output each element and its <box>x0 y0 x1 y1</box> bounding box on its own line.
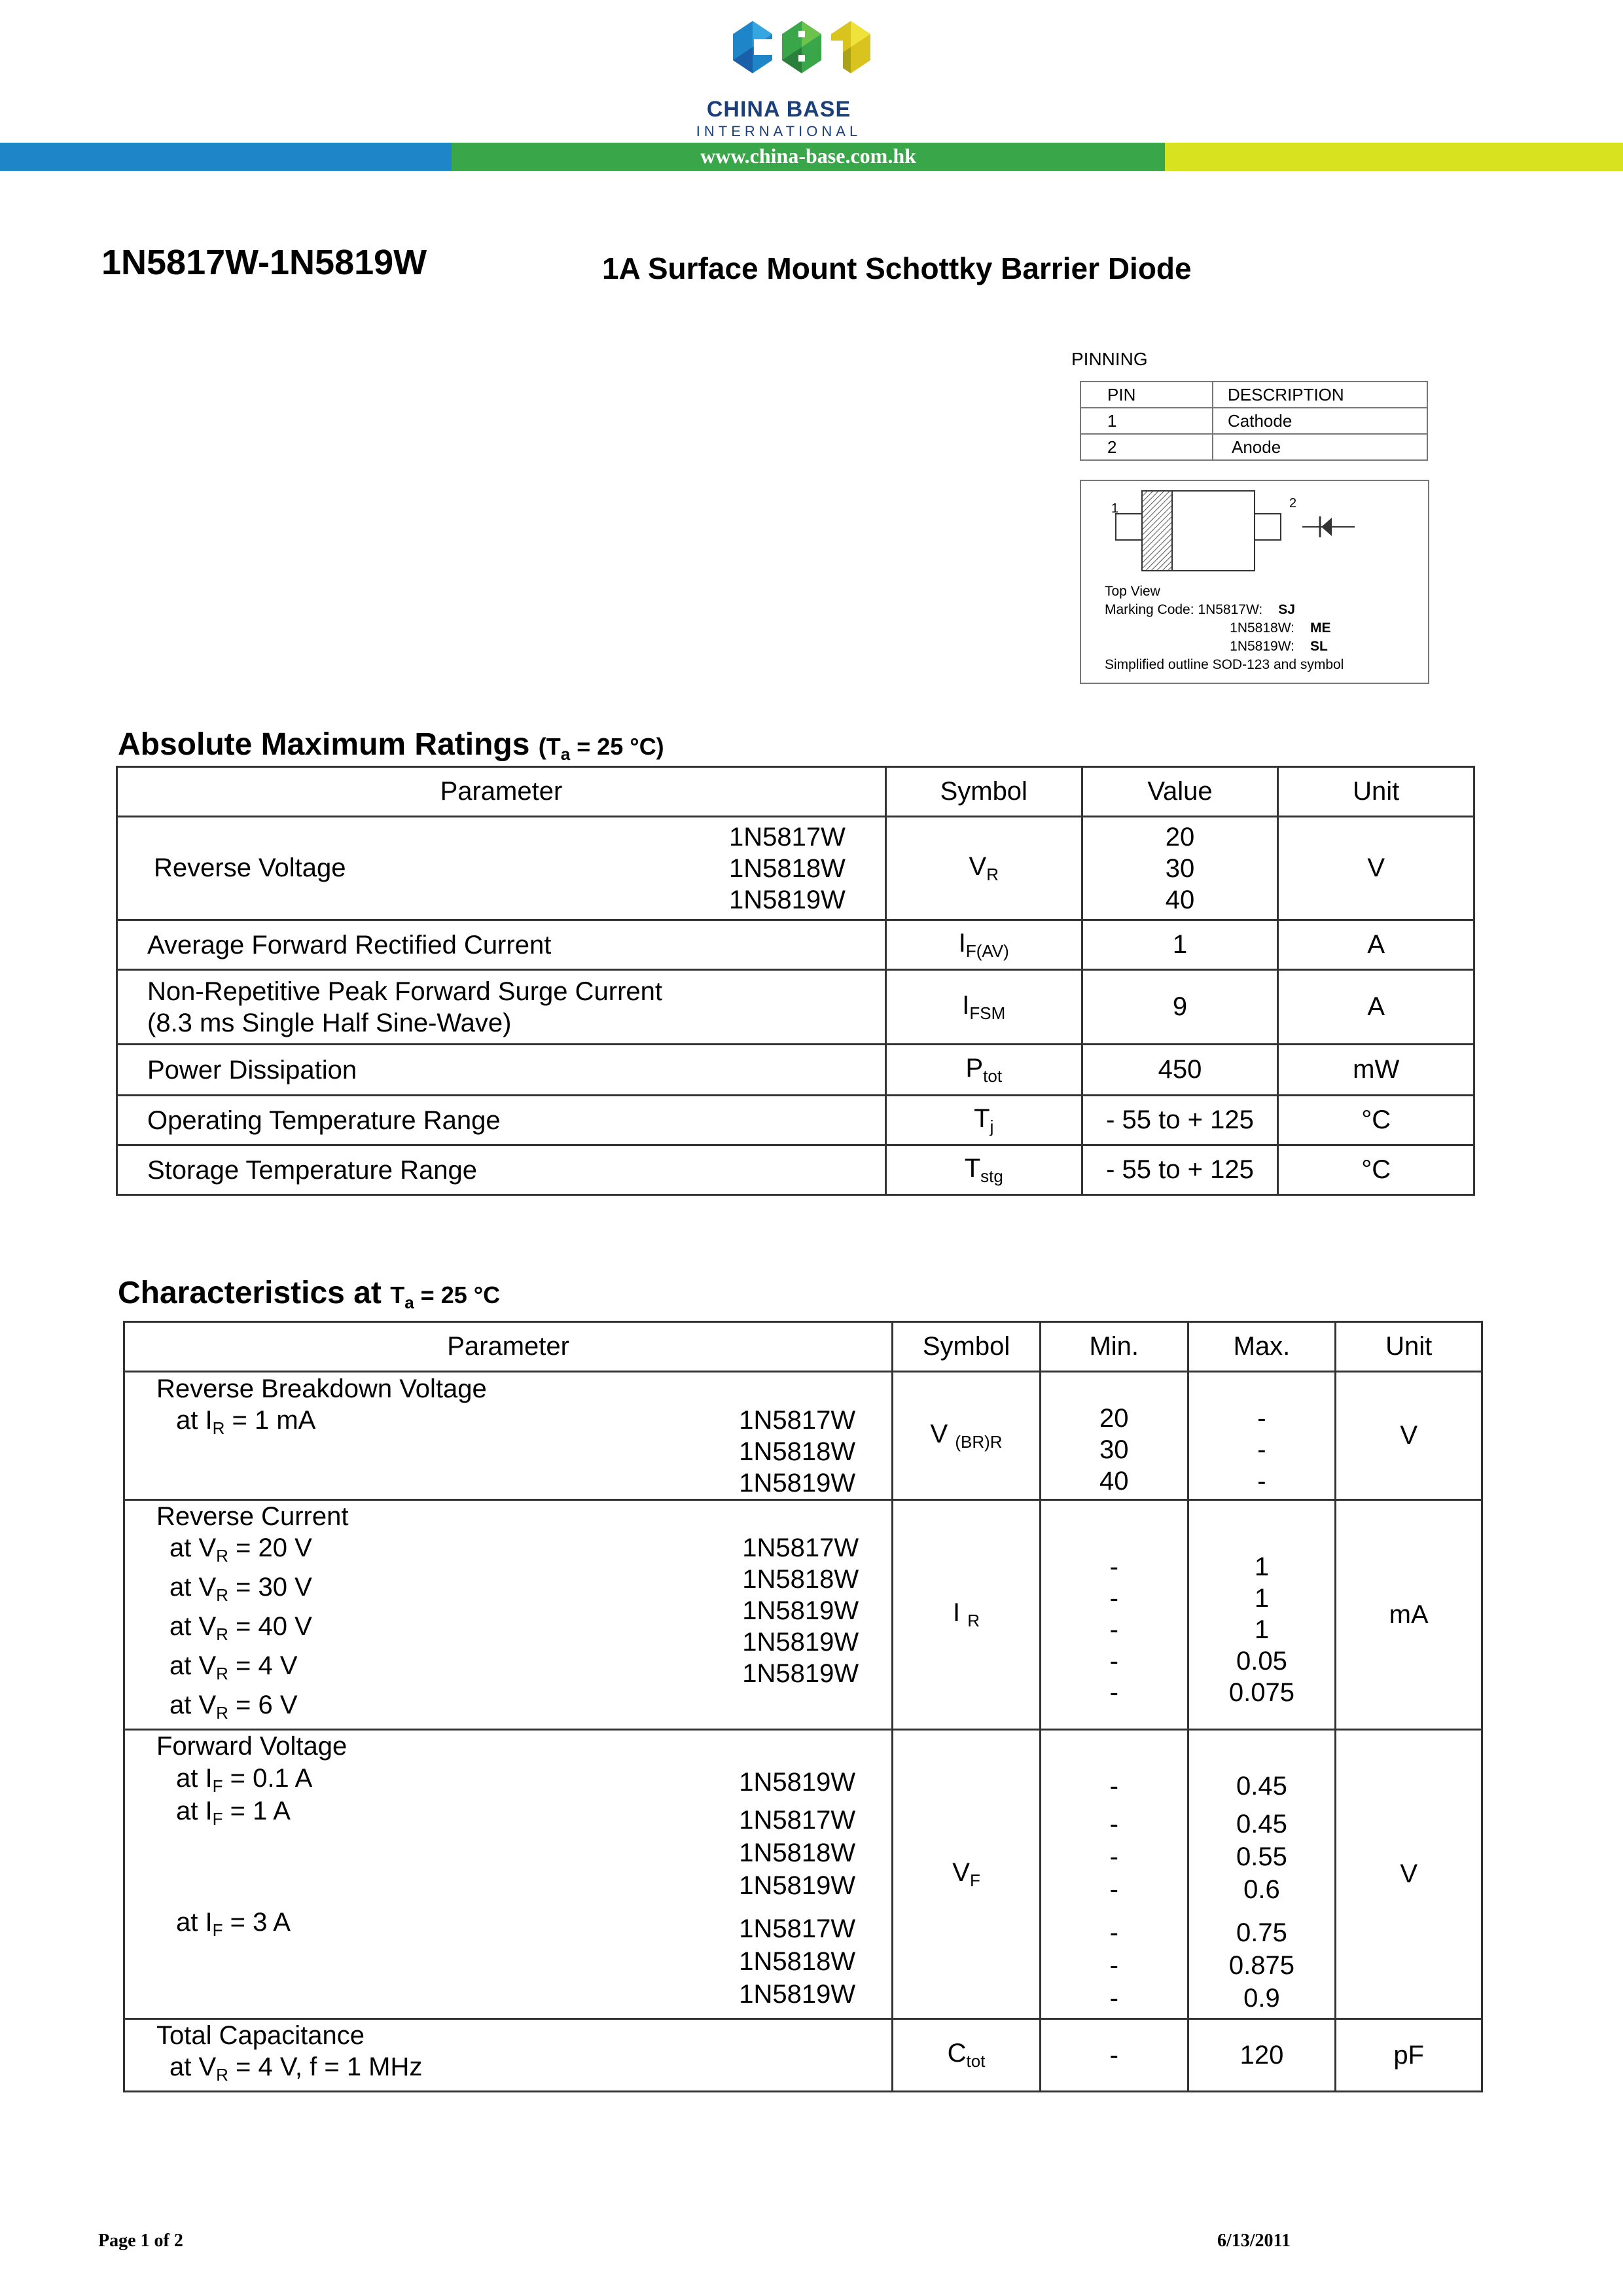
value: 0.75 <box>1236 1918 1287 1947</box>
abs-max-table <box>116 766 1475 1196</box>
table-row <box>124 1500 1482 1730</box>
value: 20 <box>1099 1403 1129 1433</box>
marking-part: 1N5819W: <box>1230 639 1294 654</box>
param-cell: Average Forward Rectified Current <box>117 920 886 970</box>
value-cell: 1 <box>1082 920 1278 970</box>
table-row <box>117 970 1474 1045</box>
outline-caption: Simplified outline SOD-123 and symbol <box>1105 657 1344 672</box>
unit-cell: pF <box>1336 2019 1482 2092</box>
pin-header: PIN <box>1080 382 1213 408</box>
value: 0.075 <box>1228 1678 1294 1707</box>
value: - <box>1257 1466 1266 1496</box>
value-cell: - 55 to + 125 <box>1082 1096 1278 1145</box>
model-label: 1N5818W <box>739 1839 856 1867</box>
model-label: 1N5819W <box>729 885 846 914</box>
unit-cell: A <box>1278 970 1474 1045</box>
condition-text: at $V_R = 30$ V <box>169 1573 312 1605</box>
value: 1 <box>1254 1584 1270 1613</box>
param-cell <box>124 1500 893 1730</box>
abs-max-title <box>118 726 664 764</box>
pinning-label: PINNING <box>1071 349 1148 369</box>
table-row <box>124 1372 1482 1500</box>
model-label: 1N5819W <box>739 1768 856 1797</box>
lead-1 <box>1116 514 1143 540</box>
value: - <box>1109 1772 1118 1801</box>
param-text: Non-Repetitive Peak Forward Surge Current <box>147 977 663 1006</box>
abs-max-condition: ($T_a = 25$ °C) <box>538 733 664 764</box>
marking-label: Marking Code: 1N5817W: <box>1105 602 1263 617</box>
value: - <box>1109 1875 1118 1904</box>
brand-name: CHINA BASE <box>706 97 851 122</box>
characteristics-condition: $T_a = 25$ °C <box>390 1282 501 1312</box>
value: 0.6 <box>1243 1875 1280 1904</box>
model-label: 1N5819W <box>739 1871 856 1900</box>
unit-cell: V <box>1336 1730 1482 2019</box>
value: - <box>1109 1810 1118 1839</box>
marking-code: SL <box>1310 639 1328 654</box>
model-label: 1N5818W <box>739 1947 856 1976</box>
param-reverse-voltage: Reverse Voltage <box>154 853 346 882</box>
param-cell: Operating Temperature Range <box>117 1096 886 1145</box>
min-cell <box>1040 1372 1188 1500</box>
header-value: Value <box>1082 767 1278 817</box>
min-cell <box>1040 1500 1188 1730</box>
param-text: Reverse Breakdown Voltage <box>156 1374 487 1403</box>
param-text: (8.3 ms Single Half Sine-Wave) <box>147 1008 512 1037</box>
value: - <box>1109 1615 1118 1644</box>
value: 30 <box>1099 1435 1129 1464</box>
model-label: 1N5817W <box>739 1914 856 1943</box>
header-min: Min. <box>1040 1322 1188 1372</box>
condition-text: at $I_F = 1$ A <box>176 1797 291 1829</box>
unit-cell: A <box>1278 920 1474 970</box>
value: 0.9 <box>1243 1984 1280 2013</box>
value: - <box>1109 1951 1118 1980</box>
value: 1 <box>1254 1552 1270 1581</box>
symbol-cell: I $_R$ <box>893 1500 1041 1730</box>
pinning-table <box>1080 381 1428 461</box>
cathode-band <box>1142 491 1172 571</box>
model-label: 1N5817W <box>729 822 846 852</box>
condition-text: at $I_F = 3$ A <box>176 1908 291 1940</box>
header-symbol: Symbol <box>885 767 1082 817</box>
param-text: Forward Voltage <box>156 1732 348 1761</box>
value: - <box>1109 1552 1118 1581</box>
symbol-cell: $T_j$ <box>885 1096 1082 1145</box>
param-text: Total Capacitance <box>156 2021 365 2050</box>
condition-text: at $V_R = 6$ V <box>169 1691 298 1723</box>
description-cell: Anode <box>1213 434 1427 460</box>
symbol-cell: $P_{tot}$ <box>885 1045 1082 1096</box>
model-label: 1N5819W <box>739 1468 856 1498</box>
symbol-cell: $V_R$ <box>885 817 1082 920</box>
value: 20 <box>1165 822 1195 852</box>
logo-c-hexagon <box>733 21 774 73</box>
pin-cell: 2 <box>1080 434 1213 460</box>
characteristics-title-text: Characteristics at <box>118 1276 391 1310</box>
lead-2 <box>1253 514 1281 540</box>
condition-text: at $V_R = 40$ V <box>169 1612 312 1644</box>
value-cell: 450 <box>1082 1045 1278 1096</box>
max-cell <box>1188 1730 1336 2019</box>
param-cell <box>124 1730 893 2019</box>
model-label: 1N5819W <box>742 1628 859 1657</box>
model-label: 1N5819W <box>742 1659 859 1688</box>
param-cell <box>117 817 886 920</box>
value: 30 <box>1165 853 1195 883</box>
value: - <box>1109 1647 1118 1676</box>
top-view-label: Top View <box>1105 584 1160 599</box>
table-row <box>117 1045 1474 1096</box>
model-label: 1N5818W <box>742 1565 859 1594</box>
characteristics-table <box>123 1321 1483 2092</box>
value: 0.45 <box>1236 1772 1287 1801</box>
header-parameter: Parameter <box>117 767 886 817</box>
unit-cell: mA <box>1336 1500 1482 1730</box>
symbol-cell: V $_{(BR)R}$ <box>893 1372 1041 1500</box>
marking-part: 1N5818W: <box>1230 620 1294 636</box>
model-label: 1N5819W <box>742 1596 859 1625</box>
param-cell: Storage Temperature Range <box>117 1145 886 1195</box>
pin1-label: 1 <box>1111 501 1119 516</box>
value: - <box>1109 1678 1118 1707</box>
min-cell <box>1040 1730 1188 2019</box>
header-bar-blue <box>0 143 452 171</box>
value: - <box>1109 1842 1118 1871</box>
table-row <box>117 1145 1474 1195</box>
header-unit: Unit <box>1336 1322 1482 1372</box>
condition-text: at $V_R = 20$ V <box>169 1534 312 1566</box>
model-label: 1N5817W <box>742 1534 859 1562</box>
param-cell <box>117 970 886 1045</box>
symbol-cell: $I_{F(AV)}$ <box>885 920 1082 970</box>
value-cell <box>1082 817 1278 920</box>
unit-cell: °C <box>1278 1145 1474 1195</box>
condition-text: at $V_R = 4$ V <box>169 1651 298 1683</box>
brand-subtitle: INTERNATIONAL <box>696 123 862 139</box>
diode-symbol-icon <box>1302 516 1355 537</box>
param-cell: Power Dissipation <box>117 1045 886 1096</box>
header-unit: Unit <box>1278 767 1474 817</box>
condition-text: at $I_F = 0.1$ A <box>176 1764 313 1796</box>
value: - <box>1109 1984 1118 2013</box>
symbol-cell: $C_{tot}$ <box>893 2019 1041 2092</box>
marking-code: ME <box>1310 620 1331 636</box>
marking-code: SJ <box>1278 602 1295 617</box>
table-row <box>124 2019 1482 2092</box>
table-row <box>117 817 1474 920</box>
logo-i-hexagon <box>831 21 870 73</box>
sod123-outline-drawing <box>1106 488 1368 579</box>
value: - <box>1257 1435 1266 1464</box>
min-cell: - <box>1040 2019 1188 2092</box>
table-row <box>117 920 1474 970</box>
unit-cell: V <box>1336 1372 1482 1500</box>
abs-max-title-text: Absolute Maximum Ratings <box>118 727 530 762</box>
part-description: 1A Surface Mount Schottky Barrier Diode <box>602 251 1192 285</box>
condition-text: at $V_R = 4$ V, f = 1 MHz <box>169 2053 423 2085</box>
max-cell <box>1188 1372 1336 1500</box>
model-label: 1N5817W <box>739 1806 856 1835</box>
value: 40 <box>1165 885 1195 914</box>
param-text: Reverse Current <box>156 1502 349 1531</box>
table-row <box>1080 408 1427 434</box>
table-row <box>1080 382 1427 408</box>
marking-info <box>1105 583 1344 674</box>
website-link[interactable]: www.china-base.com.hk <box>700 144 916 168</box>
value: - <box>1109 1584 1118 1613</box>
description-cell: Cathode <box>1213 408 1427 434</box>
symbol-cell: $T_{stg}$ <box>885 1145 1082 1195</box>
table-row <box>117 1096 1474 1145</box>
table-row <box>124 1730 1482 2019</box>
param-cell <box>124 1372 893 1500</box>
value-cell: 9 <box>1082 970 1278 1045</box>
condition-text: at $I_R = 1$ mA <box>176 1405 316 1438</box>
model-label: 1N5819W <box>739 1980 856 2009</box>
value: - <box>1109 1918 1118 1947</box>
part-number-title: 1N5817W-1N5819W <box>101 243 427 282</box>
max-cell: 120 <box>1188 2019 1336 2092</box>
value: 0.55 <box>1236 1842 1287 1871</box>
characteristics-title <box>118 1275 500 1313</box>
model-label: 1N5818W <box>739 1437 856 1466</box>
description-header: DESCRIPTION <box>1213 382 1427 408</box>
table-row <box>1080 434 1427 460</box>
unit-cell: °C <box>1278 1096 1474 1145</box>
symbol-cell: $V_F$ <box>893 1730 1041 2019</box>
unit-cell: V <box>1278 817 1474 920</box>
model-label: 1N5818W <box>729 853 846 883</box>
logo-b-hexagon <box>782 21 821 73</box>
value: 0.875 <box>1228 1951 1294 1980</box>
value: 0.45 <box>1236 1810 1287 1839</box>
value: 0.05 <box>1236 1647 1287 1676</box>
unit-cell: mW <box>1278 1045 1474 1096</box>
header-parameter: Parameter <box>124 1322 893 1372</box>
header-symbol: Symbol <box>893 1322 1041 1372</box>
model-label: 1N5817W <box>739 1405 856 1435</box>
header-max: Max. <box>1188 1322 1336 1372</box>
max-cell <box>1188 1500 1336 1730</box>
pin-cell: 1 <box>1080 408 1213 434</box>
header-bar-yellow <box>1165 143 1623 171</box>
value: - <box>1257 1403 1266 1433</box>
symbol-cell: $I_{FSM}$ <box>885 970 1082 1045</box>
pin2-label: 2 <box>1289 496 1297 511</box>
page-number: Page 1 of 2 <box>98 2231 183 2251</box>
value-cell: - 55 to + 125 <box>1082 1145 1278 1195</box>
value: 1 <box>1254 1615 1270 1644</box>
document-date: 6/13/2011 <box>1217 2231 1291 2251</box>
table-header-row <box>117 767 1474 817</box>
param-cell <box>124 2019 893 2092</box>
table-header-row <box>124 1322 1482 1372</box>
value: 40 <box>1099 1466 1129 1496</box>
